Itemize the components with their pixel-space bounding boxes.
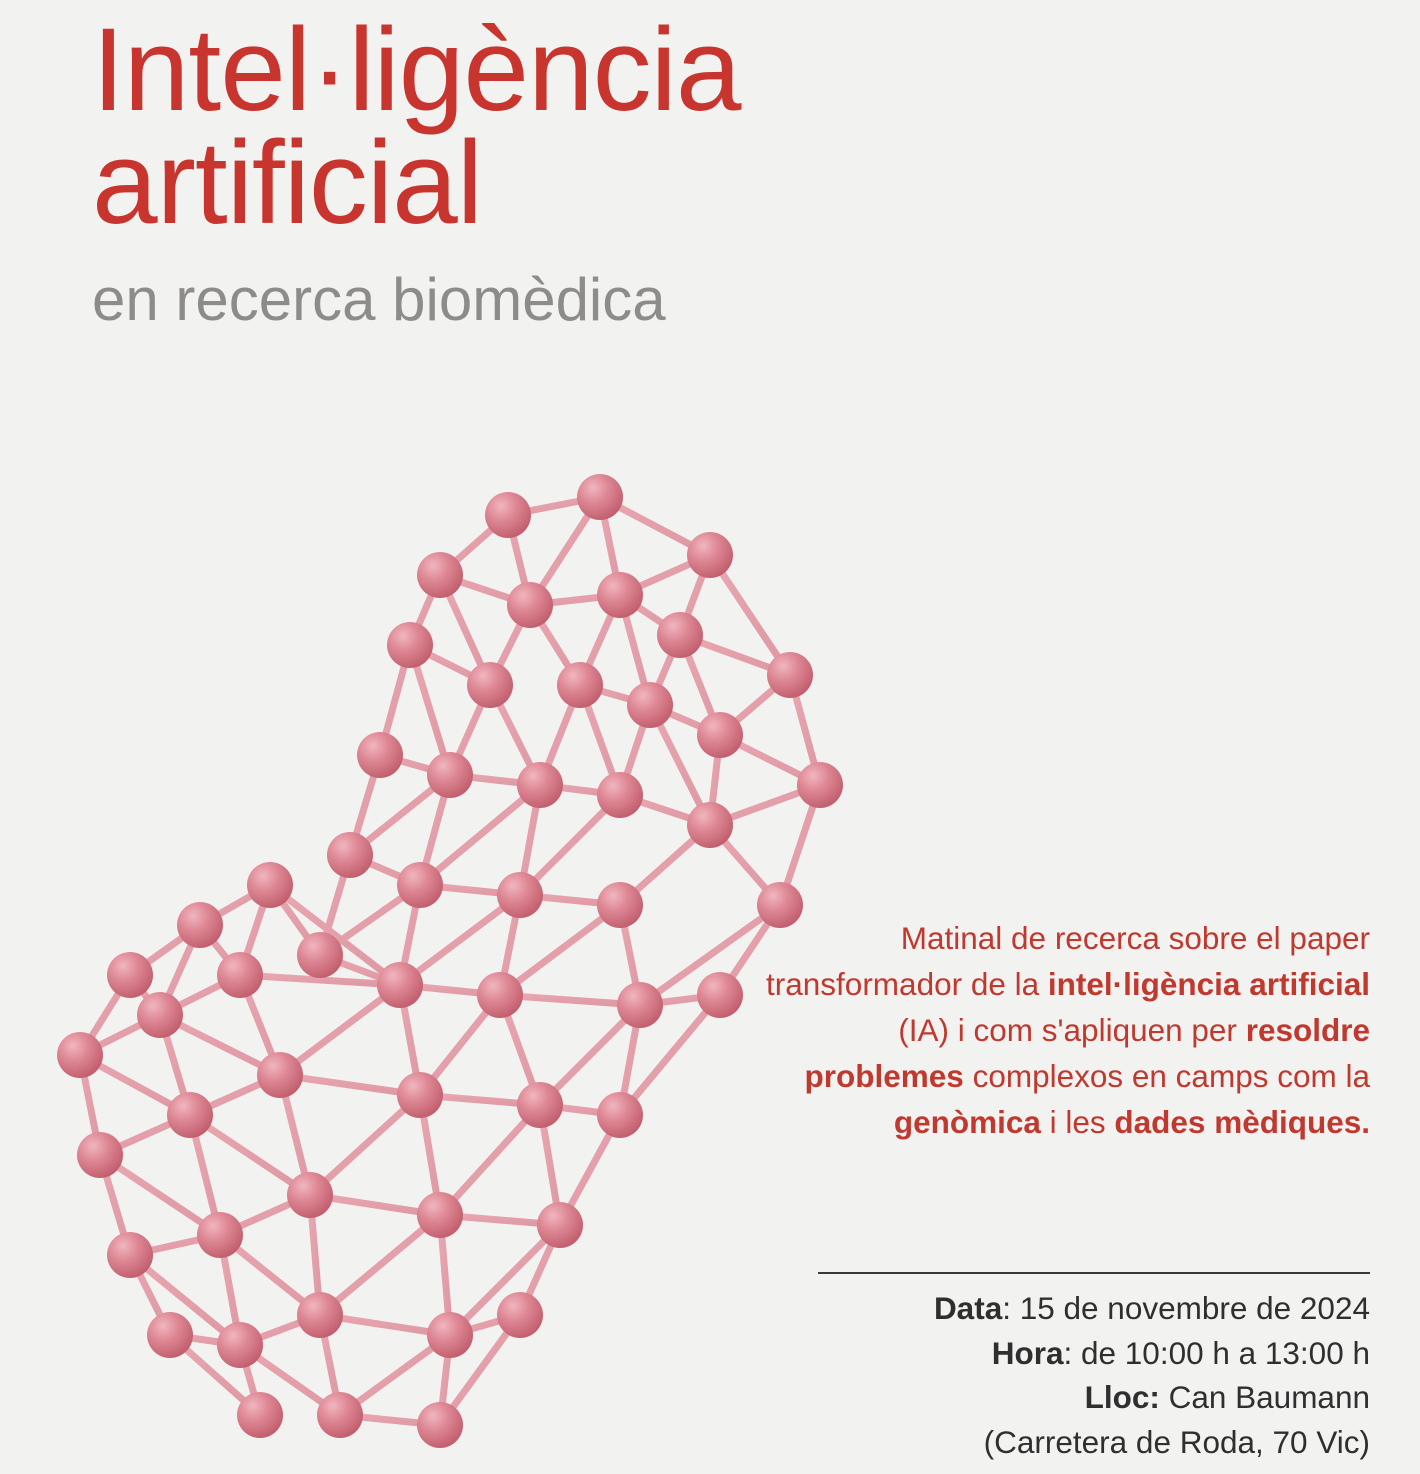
page-subtitle: en recerca biomèdica (92, 265, 666, 333)
detail-label: Hora (991, 1334, 1064, 1371)
detail-label: Data (933, 1290, 1003, 1326)
page-title-line-1: Intel·ligència (92, 4, 741, 136)
page-title-line-2: artificial (92, 117, 482, 250)
detail-row (742, 1286, 1370, 1331)
description-text: Matinal de recerca sobre el paper transformador de la (766, 920, 1370, 1002)
detail-value: : 15 de novembre de 2024 (1002, 1290, 1370, 1326)
event-details (742, 1286, 1370, 1465)
detail-row (742, 1420, 1370, 1465)
title-block (92, 4, 1092, 333)
detail-row (742, 1375, 1370, 1420)
description-text: i les (1040, 1103, 1115, 1140)
detail-row (742, 1331, 1370, 1376)
detail-label: Lloc: (1084, 1379, 1160, 1416)
description-emphasis: intel·ligència artificial (1047, 965, 1370, 1002)
description-emphasis: genòmica (893, 1103, 1041, 1140)
description-text: complexos en camps com la (963, 1057, 1370, 1094)
description-text: (IA) i com s'apliquen per (898, 1011, 1246, 1048)
detail-value: Can Baumann (1159, 1379, 1370, 1416)
description-emphasis: dades mèdiques. (1114, 1103, 1370, 1140)
detail-value: (Carretera de Roda, 70 Vic) (983, 1424, 1370, 1461)
description-paragraph (742, 916, 1370, 1146)
divider (818, 1272, 1370, 1274)
description-emphasis: resoldre problemes (804, 1011, 1370, 1094)
detail-value: : de 10:00 h a 13:00 h (1063, 1334, 1370, 1371)
